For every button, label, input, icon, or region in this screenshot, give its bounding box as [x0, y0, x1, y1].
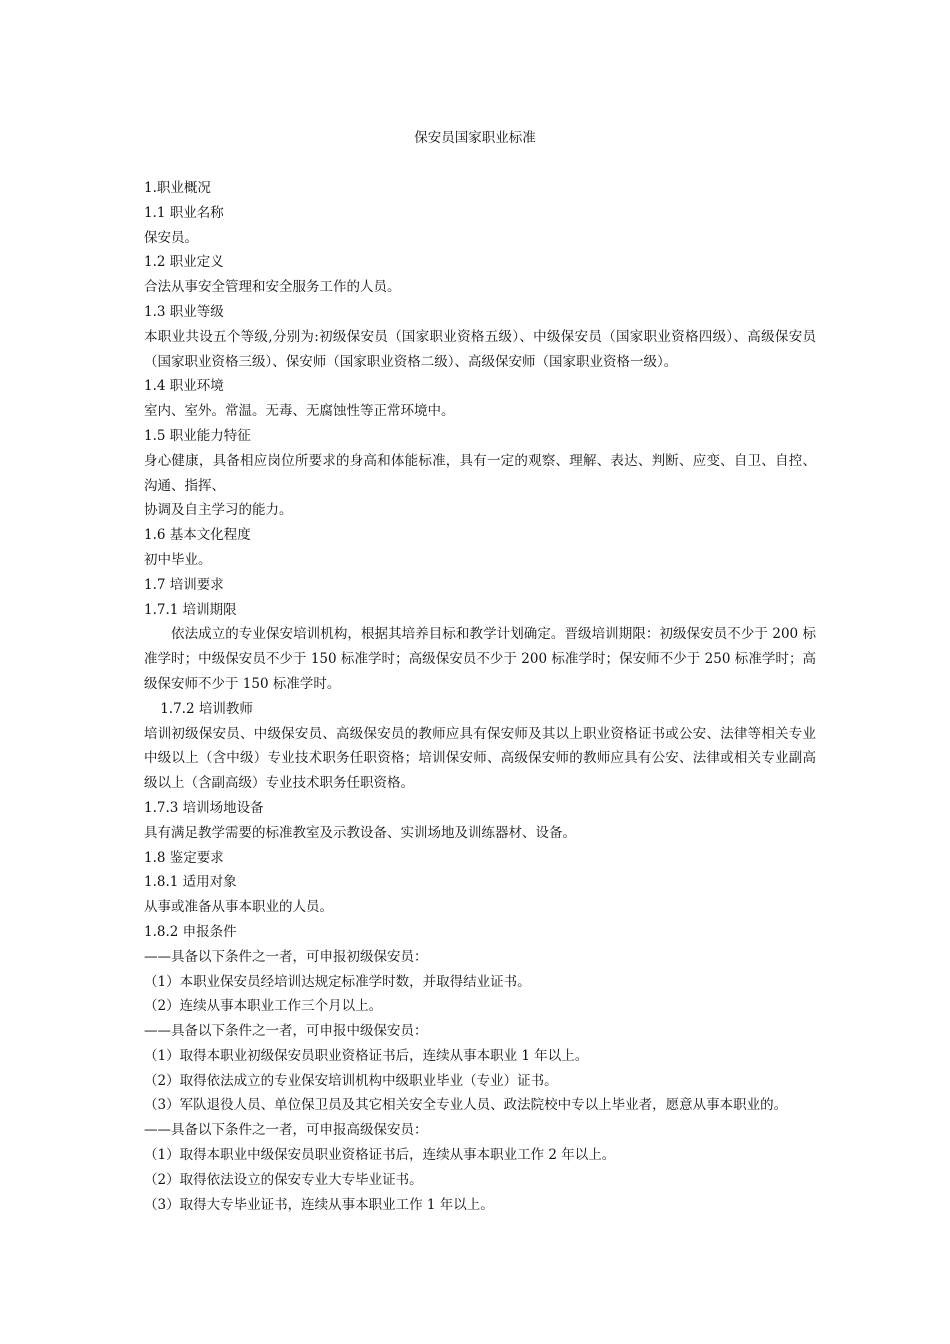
- text-line: （2）取得依法成立的专业保安培训机构中级职业毕业（专业）证书。: [144, 1072, 558, 1089]
- text-line: 1.职业概况: [144, 180, 211, 196]
- text-line: 具有满足教学需要的标准教室及示教设备、实训场地及训练器材、设备。: [144, 824, 576, 841]
- text-line: （3）军队退役人员、单位保卫员及其它相关安全专业人员、政法院校中专以上毕业者，愿意从事本职业的。: [144, 1097, 788, 1114]
- text-line: 1.2 职业定义: [144, 254, 224, 271]
- text-line: 1.8.2 申报条件: [144, 923, 237, 940]
- text-line: （3）取得大专毕业证书，连续从事本职业工作 1 年以上。: [144, 1196, 494, 1213]
- text-line: 1.8 鉴定要求: [144, 849, 224, 866]
- text-line: 1.7.1 培训期限: [144, 601, 237, 618]
- text-line: 培训初级保安员、中级保安员、高级保安员的教师应具有保安师及其以上职业资格证书或公安、法律等相关专业中级以上（含中级）专业技术职务任职资格；培训保安师、高级保安师的教师应具有公安、法律或相关专业副高级以上（含副高级）专业技术职务任职资格。: [144, 725, 816, 792]
- text-line: 1.7 培训要求: [144, 576, 224, 593]
- text-line: 依法成立的专业保安培训机构，根据其培养目标和教学计划确定。晋级培训期限：初级保安员不少于 200 标准学时；中级保安员不少于 150 标准学时；高级保安员不少于 200 标准学时；保安师不少于 250 标准学时；高级保安师不少于 150 标准学时。: [144, 626, 816, 692]
- text-line: （1）取得本职业初级保安员职业资格证书后，连续从事本职业 1 年以上。: [144, 1047, 589, 1064]
- document-body: [144, 176, 816, 1217]
- text-line: 本职业共设五个等级,分别为:初级保安员（国家职业资格五级）、中级保安员（国家职业资格四级）、高级保安员（国家职业资格三级）、保安师（国家职业资格二级）、高级保安师（国家职业资格一级）。: [144, 328, 816, 370]
- document-title: 保安员国家职业标准: [414, 130, 536, 146]
- text-line: 从事或准备从事本职业的人员。: [144, 899, 333, 916]
- text-line: 1.8.1 适用对象: [144, 874, 237, 891]
- text-line: （2）连续从事本职业工作三个月以上。: [144, 998, 383, 1015]
- text-line: 1.5 职业能力特征: [144, 427, 251, 444]
- text-line: 协调及自主学习的能力。: [144, 502, 293, 519]
- text-line: 初中毕业。: [144, 551, 212, 568]
- text-line: 1.3 职业等级: [144, 303, 224, 320]
- text-line: 合法从事安全管理和安全服务工作的人员。: [144, 279, 401, 296]
- text-line: ——具备以下条件之一者，可申报中级保安员：: [144, 1023, 428, 1040]
- text-line: 1.7.2 培训教师: [160, 700, 253, 717]
- text-line: 1.4 职业环境: [144, 378, 224, 395]
- text-line: 身心健康，具备相应岗位所要求的身高和体能标准，具有一定的观察、理解、表达、判断、应变、自卫、自控、沟通、指挥、: [144, 452, 816, 494]
- text-line: ——具备以下条件之一者，可申报初级保安员：: [144, 948, 428, 965]
- text-line: ——具备以下条件之一者，可申报高级保安员：: [144, 1122, 428, 1139]
- text-line: 1.1 职业名称: [144, 204, 224, 221]
- text-line: 室内、室外。常温。无毒、无腐蚀性等正常环境中。: [144, 403, 455, 420]
- text-line: 1.6 基本文化程度: [144, 527, 251, 544]
- text-line: （2）取得依法设立的保安专业大专毕业证书。: [144, 1171, 423, 1188]
- text-line: 保安员。: [144, 229, 198, 246]
- text-line: 1.7.3 培训场地设备: [144, 799, 264, 816]
- text-line: （1）本职业保安员经培训达规定标准学时数，并取得结业证书。: [144, 973, 531, 990]
- text-line: （1）取得本职业中级保安员职业资格证书后，连续从事本职业工作 2 年以上。: [144, 1147, 616, 1164]
